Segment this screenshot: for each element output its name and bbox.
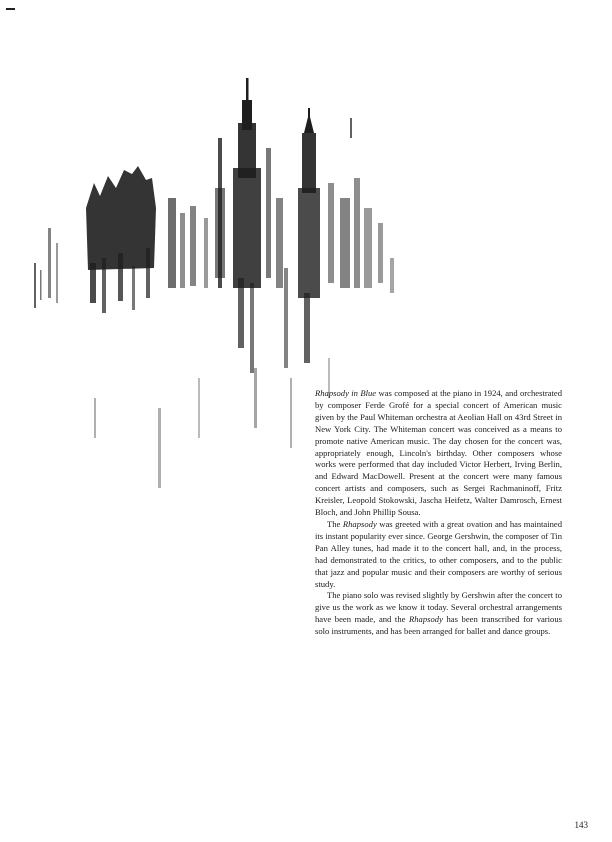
page-number: 143 [574, 820, 588, 830]
paragraph-text: was greeted with a great ovation and has maintained its instant popularity ever since. George Gershwin, the composer of Tin Pan Alley tunes, had made it to the concert hall, and, in the process, had demonstrated to the critics, to other composers, and to the public that jazz and popular music and their composers are worthy of serious study. [315, 518, 562, 589]
paragraph-text: The [327, 518, 343, 529]
corner-mark [6, 8, 15, 10]
article-text [315, 388, 562, 638]
paragraph-text: has been transcribed for various solo instruments, and has been arranged for ballet and dance groups. [315, 614, 562, 637]
paragraph-text: The piano solo was revised slightly by Gershwin after the concert to give us the work as we know it today. Several orchestral arrangements have been made, and the [315, 590, 562, 625]
paragraph-text: was composed at the piano in 1924, and orchestrated by composer Ferde Grofé for a special concert of American music given by the Paul Whiteman orchestra at Aeolian Hall on 43rd Street in New York City. The Whiteman concert was conceived as a means to promote native American music. The day chosen for the concert was, appropriately enough, Lincoln's birthday. Other composers whose works were performed that day included Victor Herbert, Irving Berlin, and Edward MacDowell. Present at the concert were many famous concert artists and composers, such as Sergei Rachmaninoff, Fritz Kreisler, Leopold Stokowski, Jascha Heifetz, Walter Damrosch, Ernest Bloch, and John Phillip Sousa. [315, 388, 563, 518]
paragraph-3 [315, 590, 562, 638]
paragraph-2 [315, 519, 562, 590]
work-title: Rhapsody in Blue [315, 388, 377, 398]
work-title: Rhapsody [409, 614, 443, 625]
work-title: Rhapsody [342, 518, 377, 529]
paragraph-1 [315, 388, 562, 519]
